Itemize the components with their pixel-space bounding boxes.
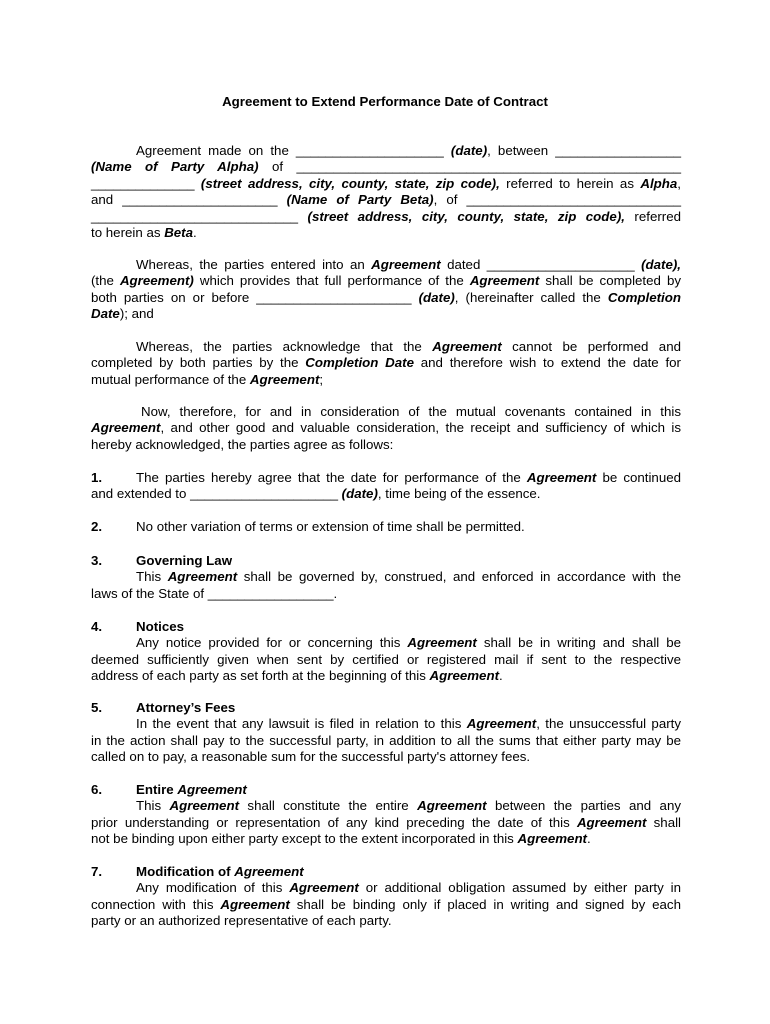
now-therefore-paragraph: Now, therefore, for and in consideration of the mutual covenants contained in this Agreement, and other good and valuable consideration, the receipt and sufficiency of which is hereby acknowledged, the parties agree as follows: [91, 404, 681, 452]
document-title: Agreement to Extend Performance Date of Contract [222, 94, 548, 109]
whereas-paragraph-1: Whereas, the parties entered into an Agreement dated ____________________ (date), (the Agreement) which provides that full performance of the Agreement shall be completed by both parties on or before _____________________ (date), (hereinafter called the Completion Date); and [91, 257, 681, 322]
section-heading: Modification of Agreement [136, 864, 304, 879]
section-6: 6. Entire Agreement This Agreement shall constitute the entire Agreement between the parties and any prior understanding or representation of any kind preceding the date of this Agreement shall not be binding upon either party except to the extent incorporated in this Agreement. [91, 782, 681, 847]
section-heading: Governing Law [136, 553, 233, 568]
section-heading: Entire Agreement [136, 782, 247, 797]
section-number: 4. [91, 619, 103, 634]
intro-paragraph: Agreement made on the ____________________ (date), between _________________ (Name of Party Alpha) of ____________________________________________________ ______________ (street address, city, county, state, zip code), referred to herein as Alpha, and _____________________ (Name of Party Beta), of _____________________________ ____________________________ (street address, city, county, state, zip code), referred to herein as Beta. [91, 143, 681, 240]
section-number: 6. [91, 782, 103, 797]
whereas-paragraph-2: Whereas, the parties acknowledge that the Agreement cannot be performed and completed by both parties by the Completion Date and therefore wish to extend the date for mutual performance of the Agreement; [91, 339, 681, 387]
section-number: 5. [91, 700, 103, 715]
section-2: 2. No other variation of terms or extension of time shall be permitted. [91, 519, 525, 534]
section-heading: Attorney’s Fees [136, 700, 236, 715]
section-heading: Notices [136, 619, 185, 634]
section-number: 2. [91, 519, 103, 534]
section-number: 1. [91, 470, 103, 485]
section-7: 7. Modification of Agreement Any modification of this Agreement or additional obligation assumed by either party in connection with this Agreement shall be binding only if placed in writing and signed by each party or an authorized representative of each party. [91, 864, 681, 929]
section-3: 3. Governing Law This Agreement shall be governed by, construed, and enforced in accordance with the laws of the State of _________________. [91, 553, 681, 601]
section-4: 4. Notices Any notice provided for or concerning this Agreement shall be in writing and shall be deemed sufficiently given when sent by certified or registered mail if sent to the respective address of each party as set forth at the beginning of this Agreement. [91, 619, 681, 684]
section-1: 1. The parties hereby agree that the date for performance of the Agreement be continued and extended to ____________________ (date), time being of the essence. [91, 470, 682, 502]
section-number: 3. [91, 553, 103, 568]
section-5: 5. Attorney’s Fees In the event that any lawsuit is filed in relation to this Agreement, the unsuccessful party in the action shall pay to the successful party, in addition to all the sums that either party may be called on to pay, a reasonable sum for the successful party's attorney fees. [91, 700, 681, 765]
section-number: 7. [91, 864, 103, 879]
